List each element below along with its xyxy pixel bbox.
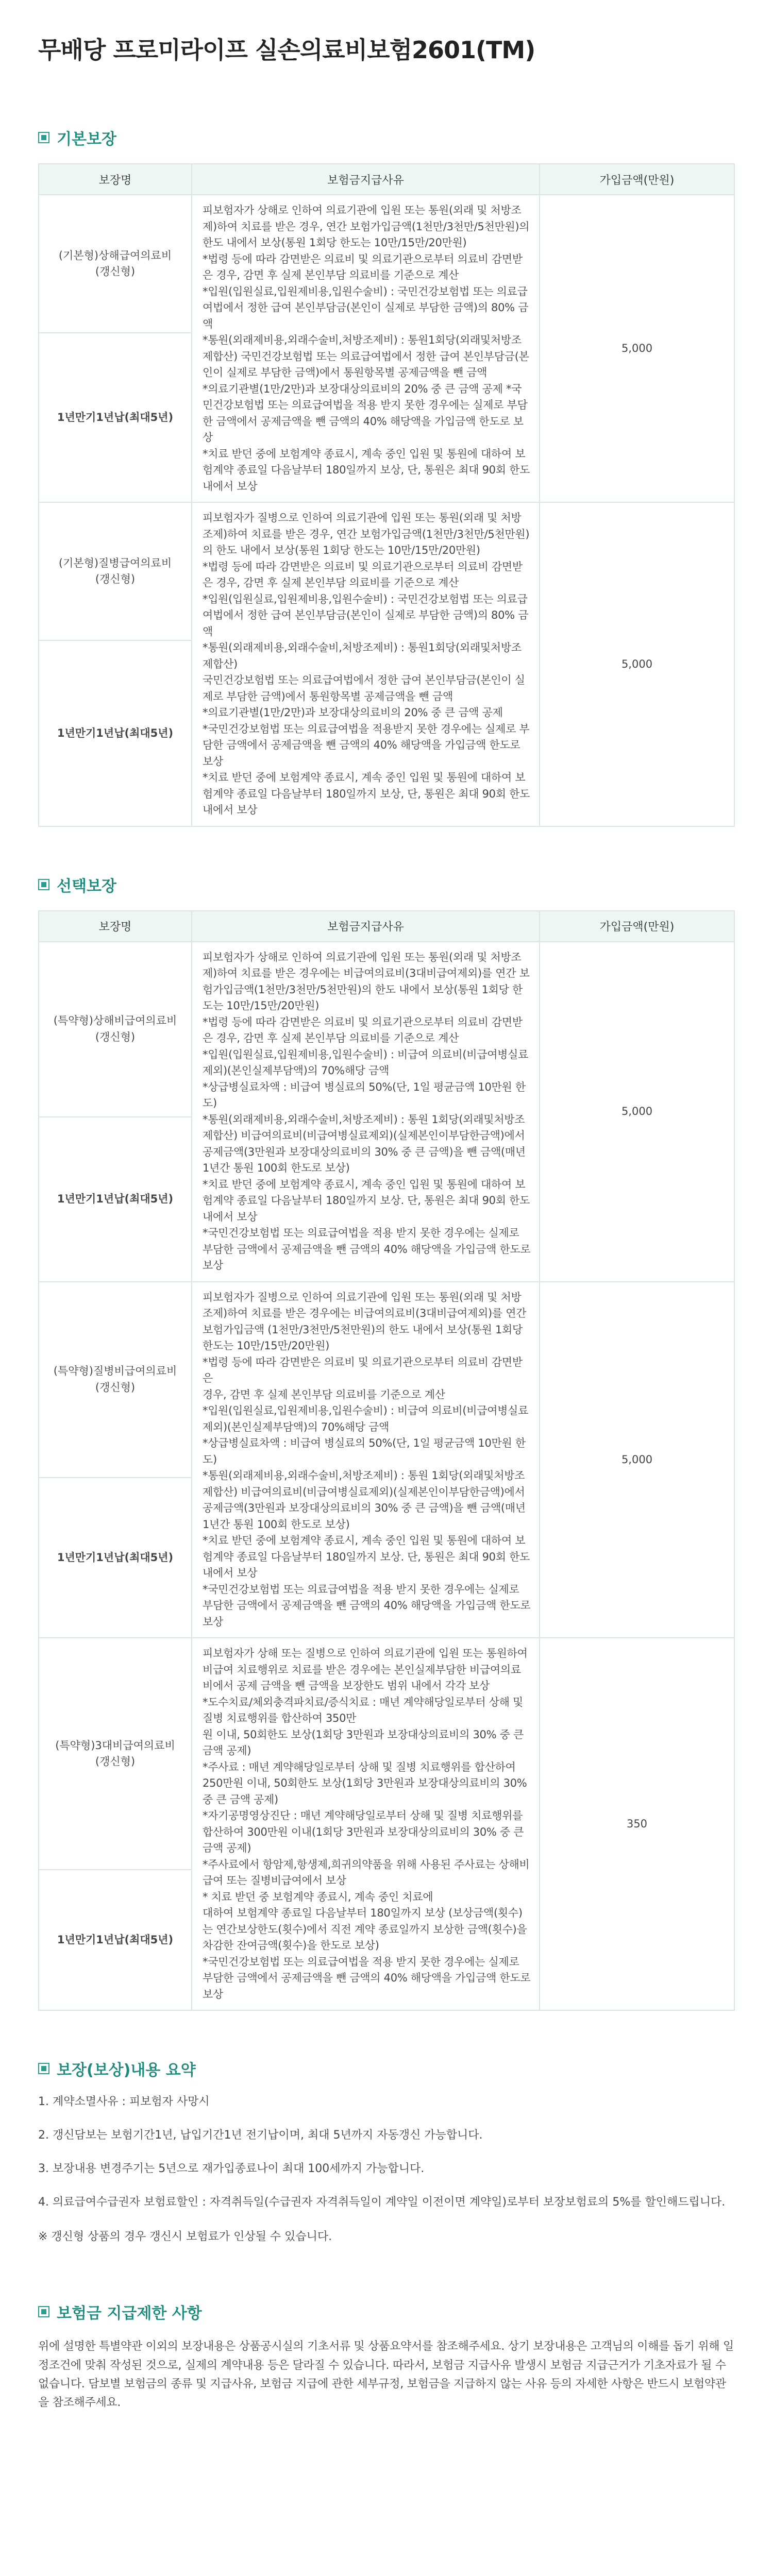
basic-coverage-table [38,163,735,827]
coverage-amount: 5,000 [540,502,734,826]
coverage-name: (특약형)상해비급여의료비(갱신형) [39,942,192,1117]
col-header-reason: 보험금지급사유 [192,164,540,195]
coverage-reason: 피보험자가 질병으로 인하여 의료기관에 입원 또는 통원(외래 및 처방조제)하여 치료를 받은 경우, 연간 보험가입금액(1천만/3천만/5천만원)의 한도 내에서 보상(통원 1회당 한도는 10만/15만/20만원) *법령 등에 따라 감면받은 의료비 및 의료기관으로부터 의료비 감면받은 경우, 감면 후 실제 본인부담 의료비를 기준으로 계산 *입원(입원실료,입원제비용,입원수술비) : 국민건강보험법 또는 의료급여법에서 정한 급여 본인부담금(본인이 실제로 부담한 금액)의 80% 금액 *통원(외래제비용,외래수술비,처방조제비) : 통원1회당(외래및처방조제합산) 국민건강보험법 또는 의료급여법에서 정한 급여 본인부담금(본인이 실제로 부담한 금액)에서 통원항목별 공제금액을 뺀 금액 *의료기관별(1만/2만)과 보장대상의료비의 20% 중 큰 금액 공제 *국민건강보험법 또는 의료급여법을 적용받지 못한 경우에는 실제로 부담한 금액에서 공제금액을 뺀 금액의 40% 해당액을 가입금액 한도로 보상 *치료 받던 중에 보험계약 종료시, 계속 중인 입원 및 통원에 대하여 보험계약 종료일 다음날부터 180일까지 보상, 단, 통원은 최대 90회 한도내에서 보상 [192,502,540,826]
limits-text: 위에 설명한 특별약관 이외의 보장내용은 상품공시실의 기초서류 및 상품요약서를 참조해주세요. 상기 보장내용은 고객님의 이해를 돕기 위해 일정조건에 맞춰 작성된 것으로, 실제의 계약내용 등은 달라질 수 있습니다. 따라서, 보험금 지급사유 발생시 보험금 지급근거가 기초자료가 될 수 없습니다. 담보별 보험금의 종류 및 지급사유, 보험금 지급에 관한 세부규정, 보험금을 지급하지 않는 사유 등의 자세한 사항은 반드시 보험약관을 참조해주세요. [38,2340,734,2410]
coverage-reason: 피보험자가 상해 또는 질병으로 인하여 의료기관에 입원 또는 통원하여 비급여 치료행위로 치료를 받은 경우에는 본인실제부담한 비급여의료비에서 공제 금액을 뺀 금액을 보장한도 범위 내에서 각각 보상 *도수치료/체외충격파치료/증식치료 : 매년 계약해당일로부터 상해 및 질병 치료행위를 합산하여 350만 원 이내, 50회한도 보상(1회당 3만원과 보장대상의료비의 30% 중 큰 금액 공제) *주사료 : 매년 계약해당일로부터 상해 및 질병 치료행위를 합산하여 250만원 이내, 50회한도 보상(1회당 3만원과 보장대상의료비의 30% 중 큰 금액 공제) *자기공명영상진단 : 매년 계약해당일로부터 상해 및 질병 치료행위를합산하여 300만원 이내(1회당 3만원과 보장대상의료비의 30% 중 큰 금액 공제) *주사료에서 항암제,항생제,희귀의약품을 위해 사용된 주사료는 상해비급여 또는 질병비급여에서 보상 * 치료 받던 중 보험계약 종료시, 계속 중인 치료에 대하여 보험계약 종료일 다음날부터 180일까지 보상 (보상금액(횟수)는 연간보상한도(횟수)에서 직전 계약 종료일까지 보상한 금액(횟수)을 차감한 잔여금액(횟수)을 한도로 보상) *국민건강보험법 또는 의료급여법을 적용 받지 못한 경우에는 실제로 부담한 금액에서 공제금액을 뺀 금액의 40% 해당액을 가입금액 한도로 보상 [192,1638,540,2010]
limits-section-title: 보험금 지급제한 사항 [57,2304,202,2323]
summary-section-header [38,2057,735,2080]
optional-section-title: 선택보장 [57,877,116,895]
product-title: 무배당 프로미라이프 실손의료비보험2601(TM) [38,36,535,64]
list-item: 1. 계약소멸사유 : 피보험자 사망시 [38,2095,210,2109]
summary-list [38,2094,735,2244]
coverage-period: 1년만기1년납(최대5년) [39,333,192,502]
limits-section-header [38,2300,735,2323]
summary-section-title: 보장(보상)내용 요약 [57,2061,196,2080]
col-header-amount: 가입금액(만원) [540,911,734,942]
coverage-amount: 5,000 [540,1282,734,1638]
coverage-amount: 5,000 [540,942,734,1282]
coverage-reason: 피보험자가 질병으로 인하여 의료기관에 입원 또는 통원(외래 및 처방조제)하여 치료를 받은 경우에는 비급여의료비(3대비급여제외)를 연간 보험가입금액 (1천만/3천만/5천만원)의 한도 내에서 보상(통원 1회당 한도는 10만/15만/20만원) *법령 등에 따라 감면받은 의료비 및 의료기관으로부터 의료비 감면받은 경우, 감면 후 실제 본인부담 의료비를 기준으로 계산 *입원(입원실료,입원제비용,입원수술비) : 비급여 의료비(비급여병실료 제외)(본인실제부담액)의 70%해당 금액 *상급병실료차액 : 비급여 병실료의 50%(단, 1일 평균금액 10만원 한도) *통원(외래제비용,외래수술비,처방조제비) : 통원 1회당(외래및처방조 제합산) 비급여의료비(비급여병실료제외)(실제본인이부담한금액)에서 공제금액(3만원과 보장대상의료비의 30% 중 큰 금액)을 뺀 금액(매년 1년간 통원 100회 한도로 보상) *치료 받던 중에 보험계약 종료시, 계속 중인 입원 및 통원에 대하여 보험계약 종료일 다음날부터 180일까지 보상. 단, 통원은 최대 90회 한도내에서 보상 *국민건강보험법 또는 의료급여법을 적용 받지 못한 경우에는 실제로 부담한 금액에서 공제금액을 뺀 금액의 40% 해당액을 가입금액 한도로 보상 [192,1282,540,1638]
table-row [39,1638,734,1870]
square-bullet-icon [38,2306,49,2317]
coverage-name: (기본형)상해급여의료비 (갱신형) [39,195,192,333]
coverage-period: 1년만기1년납(최대5년) [39,1870,192,2010]
coverage-name: (특약형)3대비급여의료비 (갱신형) [39,1638,192,1870]
table-row [39,195,734,333]
coverage-period: 1년만기1년납(최대5년) [39,1117,192,1282]
coverage-name: (특약형)질병비급여의료비 (갱신형) [39,1282,192,1478]
coverage-amount: 5,000 [540,195,734,502]
col-header-amount: 가입금액(만원) [540,164,734,195]
coverage-reason: 피보험자가 상해로 인하여 의료기관에 입원 또는 통원(외래 및 처방조제)하여 치료를 받은 경우에는 비급여의료비(3대비급여제외)를 연간 보험가입금액(1천만/3천만/5천만원)의 한도 내에서 보상(통원 1회당 한도는 10만/15만/20만원) *법령 등에 따라 감면받은 의료비 및 의료기관으로부터 의료비 감면받은 경우, 감면 후 실제 본인부담 의료비를 기준으로 계산 *입원(입원실료,입원제비용,입원수술비) : 비급여 의료비(비급여병실료 제외)(본인실제부담액)의 70%해당 금액 *상급병실료차액 : 비급여 병실료의 50%(단, 1일 평균금액 10만원 한도) *통원(외래제비용,외래수술비,처방조제비) : 통원 1회당(외래및처방조제합산) 비급여의료비(비급여병실료제외)(실제본인이부담한금액)에서 공제금액(3만원과 보장대상의료비의 30% 중 큰 금액)을 뺀 금액(매년 1년간 통원 100회 한도로 보상) *치료 받던 중에 보험계약 종료시, 계속 중인 입원 및 통원에 대하여 보험계약 종료일 다음날부터 180일까지 보상. 단, 통원은 최대 90회 한도내에서 보상 *국민건강보험법 또는 의료급여법을 적용 받지 못한 경우에는 실제로 부담한 금액에서 공제금액을 뺀 금액의 40% 해당액을 가입금액 한도로 보상 [192,942,540,1282]
basic-section-header [38,126,735,149]
basic-section-title: 기본보장 [57,130,116,149]
coverage-reason: 피보험자가 상해로 인하여 의료기관에 입원 또는 통원(외래 및 처방조제)하여 치료를 받은 경우, 연간 보험가입금액(1천만/3천만/5천만원)의 한도 내에서 보상(통원 1회당 한도는 10만/15만/20만원) *법령 등에 따라 감면받은 의료비 및 의료기관으로부터 의료비 감면받은 경우, 감면 후 실제 본인부담 의료비를 기준으로 계산 *입원(입원실료,입원제비용,입원수술비) : 국민건강보험법 또는 의료급여법에서 정한 급여 본인부담금(본인이 실제로 부담한 금액)의 80% 금액 *통원(외래제비용,외래수술비,처방조제비) : 통원1회당(외래및처방조제합산) 국민건강보험법 또는 의료급여법에서 정한 급여 본인부담금(본인이 실제로 부담한 금액)에서 통원항목별 공제금액을 뺀 금액 *의료기관별(1만/2만)과 보장대상의료비의 20% 중 큰 금액 공제 *국민건강보험법 또는 의료급여법을 적용 받지 못한 경우에는 실제로 부담한 금액에서 공제금액을 뺀 금액의 40% 해당액을 가입금액 한도로 보상 *치료 받던 중에 보험계약 종료시, 계속 중인 입원 및 통원에 대하여 보험계약 종료일 다음날부터 180일까지 보상, 단, 통원은 최대 90회 한도내에서 보상 [192,195,540,502]
table-row [39,502,734,640]
renewal-note: ※ 갱신형 상품의 경우 갱신시 보험료가 인상될 수 있습니다. [38,2230,332,2244]
optional-coverage-table [38,910,735,2011]
coverage-period: 1년만기1년납(최대5년) [39,1478,192,1638]
square-bullet-icon [38,2063,49,2074]
col-header-name: 보장명 [39,164,192,195]
coverage-name: (기본형)질병급여의료비 (갱신형) [39,502,192,640]
square-bullet-icon [38,879,49,890]
coverage-period: 1년만기1년납(최대5년) [39,640,192,826]
list-item: 4. 의료급여수급권자 보험료할인 : 자격취득일(수급권자 자격취득일이 계약일 이전이면 계약일)로부터 보장보험료의 5%를 할인해드립니다. [38,2195,726,2209]
table-row [39,942,734,1117]
col-header-name: 보장명 [39,911,192,942]
col-header-reason: 보험금지급사유 [192,911,540,942]
optional-section-header [38,873,735,896]
square-bullet-icon [38,132,49,143]
list-item: 3. 보장내용 변경주기는 5년으로 재가입종료나이 최대 100세까지 가능합니다. [38,2162,425,2175]
coverage-amount: 350 [540,1638,734,2010]
table-row [39,1282,734,1478]
list-item: 2. 갱신담보는 보험기간1년, 납입기간1년 전기납이며, 최대 5년까지 자동갱신 가능합니다. [38,2128,483,2142]
